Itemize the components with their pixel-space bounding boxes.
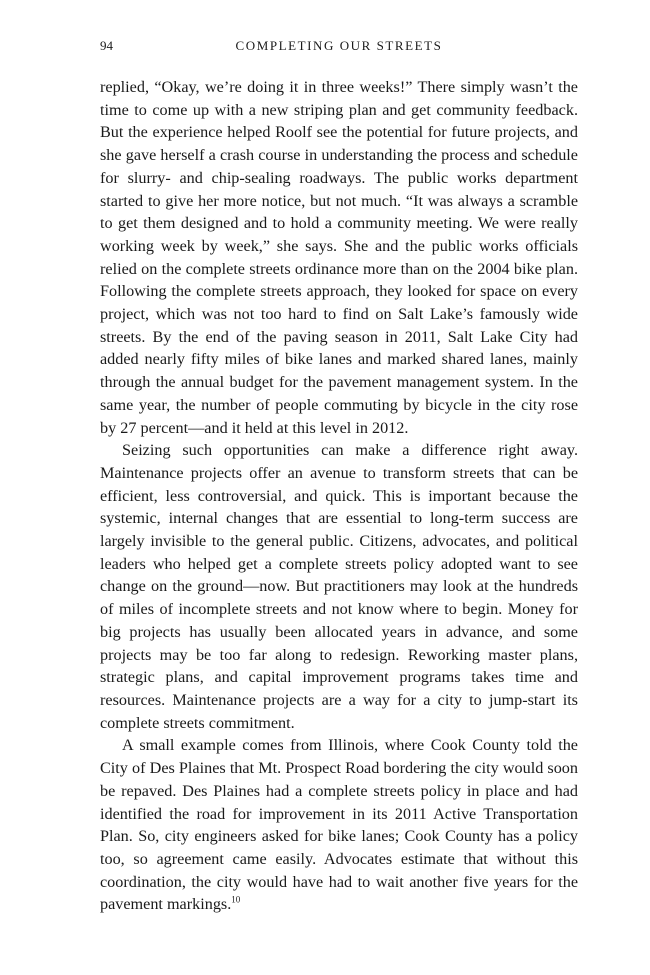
paragraph-1-text: replied, “Okay, we’re doing it in three weeks!” There simply wasn’t the time to come up with a new striping plan and get community feedback. But the experience helped Roolf see the potential for future projects, and she gave herself a crash course in understanding the process and schedule for slurry- and chip-sealing roadways. The public works department started to give her more notice, but not much. “It was always a scramble to get them designed and to hold a community meeting. We were really working week by week,” she says. She and the public works officials relied on the complete streets ordinance more than on the 2004 bike plan. Following the complete streets approach, they looked for space on every project, which was not too hard to find on Salt Lake’s famously wide streets. By the end of the paving season in 2011, Salt Lake City had added nearly fifty miles of bike lanes and marked shared lanes, mainly through the annual budget for the pavement management system. In the same year, the number of people commuting by bicycle in the city rose by 27 percent—and it held at this level in 2012. [100,78,578,437]
paragraph-3 [100,734,578,916]
page-number: 94 [100,38,113,53]
paragraph-1 [100,76,578,439]
paragraph-2 [100,439,578,734]
paragraph-2-text: Seizing such opportunities can make a difference right away. Maintenance projects offer an avenue to transform streets that can be efficient, less controversial, and quick. This is important because the systemic, internal changes that are essential to long-term success are largely invisible to the general public. Citizens, advocates, and political leaders who helped get a complete streets policy adopted want to see change on the ground—now. But practitioners may look at the hundreds of miles of incomplete streets and not know where to begin. Money for big projects has usually been allocated years in advance, and some projects may be too far along to redesign. Reworking master plans, strategic plans, and capital improvement programs takes time and resources. Maintenance projects are a way for a city to jump-start its complete streets commitment. [100,441,578,732]
chapter-title: COMPLETING OUR STREETS [235,38,443,53]
paragraph-3-text: A small example comes from Illinois, where Cook County told the City of Des Plaines that Mt. Prospect Road bordering the city would soon be repaved. Des Plaines had a complete streets policy in place and had identified the road for improvement in its 2011 Active Transportation Plan. So, city engineers asked for bike lanes; Cook County has a policy too, so agreement came easily. Advocates estimate that without this coordination, the city would have had to wait another five years for the pavement markings. [100,736,578,914]
running-head [100,38,578,58]
footnote-reference[interactable]: 10 [231,894,241,905]
body-text [100,76,578,916]
